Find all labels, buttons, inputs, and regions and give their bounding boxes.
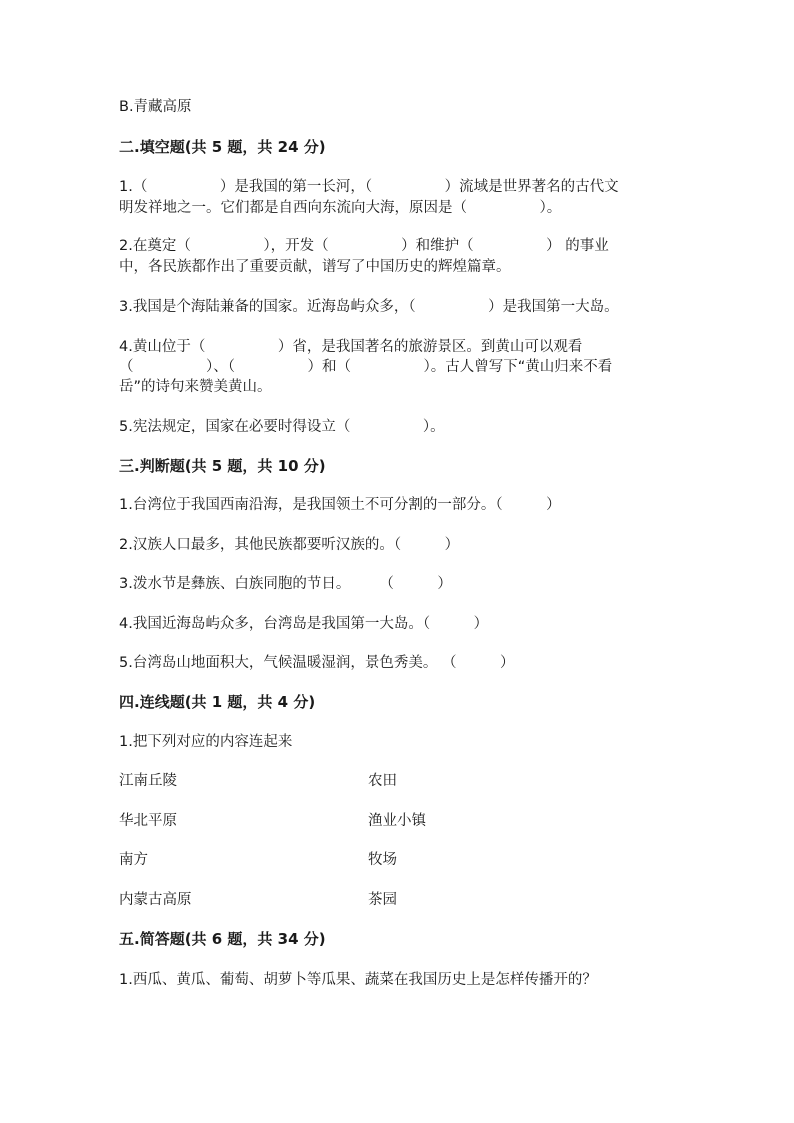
section2-heading: 二.填空题(共 5 题，共 24 分) xyxy=(119,138,326,156)
match-right-item: 农田 xyxy=(368,773,397,789)
s2-q4-line3: 岳”的诗句来赞美黄山。 xyxy=(119,379,272,395)
s2-q5: 5.宪法规定，国家在必要时得设立（ ）。 xyxy=(119,419,445,435)
s2-q2-line2: 中，各民族都作出了重要贡献，谱写了中国历史的辉煌篇章。 xyxy=(119,259,511,275)
s3-q3: 3.泼水节是彝族、白族同胞的节日。 （ ） xyxy=(119,576,452,592)
option-b: B.青藏高原 xyxy=(119,99,192,115)
s3-q4: 4.我国近海岛屿众多，台湾岛是我国第一大岛。（ ） xyxy=(119,616,489,632)
match-right-item: 茶园 xyxy=(368,892,397,908)
s3-q5: 5.台湾岛山地面积大，气候温暖湿润，景色秀美。 （ ） xyxy=(119,655,515,671)
match-left-item: 内蒙古高原 xyxy=(119,892,192,908)
s2-q2-line1: 2.在奠定（ ），开发（ ）和维护（ ） 的事业 xyxy=(119,238,609,254)
s3-q1: 1.台湾位于我国西南沿海，是我国领土不可分割的一部分。（ ） xyxy=(119,497,561,513)
section4-heading: 四.连线题(共 1 题，共 4 分) xyxy=(119,693,316,711)
s2-q4-line1: 4.黄山位于（ ）省，是我国著名的旅游景区。到黄山可以观看 xyxy=(119,339,583,355)
section3-heading: 三.判断题(共 5 题，共 10 分) xyxy=(119,457,326,475)
section5-heading: 五.简答题(共 6 题，共 34 分) xyxy=(119,930,326,948)
s2-q3: 3.我国是个海陆兼备的国家。近海岛屿众多，（ ）是我国第一大岛。 xyxy=(119,299,619,315)
match-right-item: 牧场 xyxy=(368,852,397,868)
match-left-item: 华北平原 xyxy=(119,813,177,829)
s2-q1-line1: 1.（ ）是我国的第一长河，（ ）流域是世界著名的古代文 xyxy=(119,179,619,195)
s4-q1: 1.把下列对应的内容连起来 xyxy=(119,734,293,750)
s2-q4-line2: （ ）、（ ）和（ ）。古人曾写下“黄山归来不看 xyxy=(119,359,613,375)
match-right-item: 渔业小镇 xyxy=(368,813,426,829)
s2-q1-line2: 明发祥地之一。它们都是自西向东流向大海，原因是（ ）。 xyxy=(119,200,562,216)
match-left-item: 江南丘陵 xyxy=(119,773,177,789)
s3-q2: 2.汉族人口最多，其他民族都要听汉族的。（ ） xyxy=(119,537,460,553)
match-left-item: 南方 xyxy=(119,852,148,868)
s5-q1: 1.西瓜、黄瓜、葡萄、胡萝卜等瓜果、蔬菜在我国历史上是怎样传播开的？ xyxy=(119,972,597,988)
